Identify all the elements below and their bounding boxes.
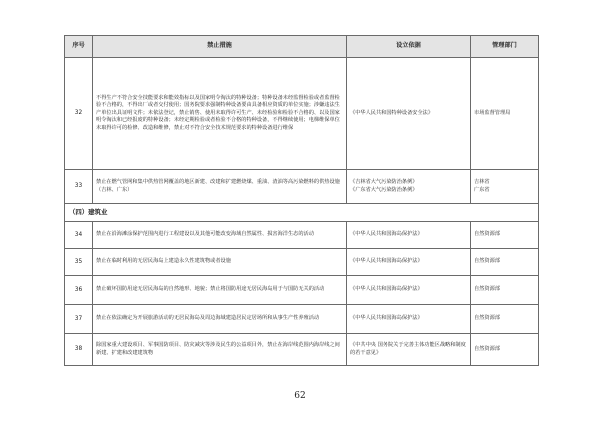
- row-num: 37: [65, 305, 93, 334]
- basis-line: 《广东省大气污染防治条例》: [350, 186, 418, 193]
- table-row: [65, 334, 539, 366]
- row-basis: 《中共中央 国务院关于完善主体功能区战略和制度的若干意见》: [347, 334, 471, 366]
- dept-line: 吉林省: [474, 178, 490, 185]
- row-num: 38: [65, 334, 93, 366]
- row-measure: 不得生产不符合安全技能要求和能效指标以及国家明令淘汰的特种设备；特种设备未经监督检验或者监督检验不合格的，不得出厂或者交付使用；国务院要求强制特种设备要由具备相应资质的单位实施；涉嫌违法生产单位出具证明文件；未依法登记，禁止销售、使用未取得许可生产、未经检验和检验不合格的、以及国家明令淘汰和已经报废的特种设备；未经定期检验或者检验不合格的特种设备，不得继续使用；电梯维保单位未取得许可的检修、改造和维修，禁止对不符合安全技术规范要求的特种设备进行维保: [93, 58, 347, 170]
- row-dept: 自然资源部: [471, 334, 539, 366]
- row-dept: 自然资源部: [471, 249, 539, 276]
- row-measure: 除国家重大建设项目、军事国防项目、防灾减灾等涉及民生的公益项目外，禁止在海岸线范围内海岸线之间新建、扩建和改建建筑物: [93, 334, 347, 366]
- table-header-row: [65, 36, 539, 58]
- row-basis: 《中华人民共和国海岛保护法》: [347, 249, 471, 276]
- row-dept: 自然资源部: [471, 305, 539, 334]
- row-num: 32: [65, 58, 93, 170]
- prohibition-table: [64, 35, 539, 366]
- row-measure: 禁止在临时利用的无居民海岛上建造永久性建筑物或者设施: [93, 249, 347, 276]
- table-row: [65, 276, 539, 305]
- table-row: [65, 249, 539, 276]
- table-row: [65, 305, 539, 334]
- header-dept: 管理部门: [471, 36, 539, 58]
- table-row: [65, 170, 539, 204]
- page-number: 62: [294, 391, 306, 401]
- table-row: [65, 58, 539, 170]
- row-dept: [471, 170, 539, 204]
- row-num: 33: [65, 170, 93, 204]
- row-measure: 禁止破坏国防用途无居民海岛的自然地形、地貌；禁止将国防用途无居民海岛用于与国防无关的活动: [93, 276, 347, 305]
- row-measure: 禁止在燃气管网和集中供热管网覆盖的地区新建、改建和扩建燃烧煤、重油、渣油等高污染燃料的供热设施（吉林、广东）: [93, 170, 347, 204]
- basis-line: 《吉林省大气污染防治条例》: [350, 178, 418, 185]
- row-measure: 禁止在依法确定为开展旅游活动的无居民海岛及周边海域建造居民定居场所和从事生产性养殖活动: [93, 305, 347, 334]
- header-num: 序号: [65, 36, 93, 58]
- row-dept: 市场监督管理局: [471, 58, 539, 170]
- header-basis: 设立依据: [347, 36, 471, 58]
- section-title: （四）建筑业: [65, 204, 539, 222]
- dept-line: 广东省: [474, 186, 490, 193]
- row-basis: 《中华人民共和国特种设备安全法》: [347, 58, 471, 170]
- row-basis: 《中华人民共和国海岛保护法》: [347, 305, 471, 334]
- row-dept: 自然资源部: [471, 222, 539, 249]
- row-measure: 禁止在沿海滩涂保护范围内进行工程建设以及其他可能改变海域自然属性、损害海洋生态的活动: [93, 222, 347, 249]
- row-num: 35: [65, 249, 93, 276]
- row-basis: [347, 170, 471, 204]
- header-measure: 禁止措施: [93, 36, 347, 58]
- table-row: [65, 222, 539, 249]
- row-num: 36: [65, 276, 93, 305]
- section-row: [65, 204, 539, 222]
- row-dept: 自然资源部: [471, 276, 539, 305]
- row-basis: 《中华人民共和国海岛保护法》: [347, 276, 471, 305]
- row-basis: 《中华人民共和国海岛保护法》: [347, 222, 471, 249]
- row-num: 34: [65, 222, 93, 249]
